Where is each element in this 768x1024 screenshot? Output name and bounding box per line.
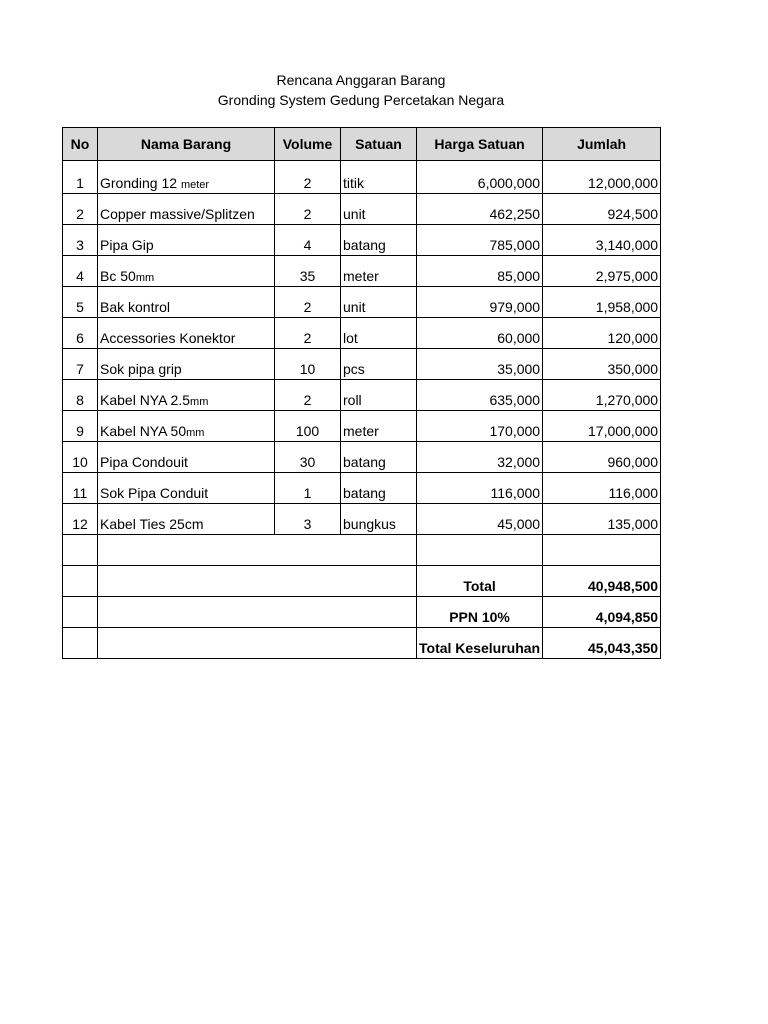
item-jumlah: 3,140,000: [543, 225, 661, 256]
item-name-unit: meter: [180, 179, 210, 191]
item-no: 3: [63, 225, 98, 256]
item-jumlah: 2,975,000: [543, 256, 661, 287]
item-harga-satuan: 979,000: [417, 287, 543, 318]
ppn-label: PPN 10%: [417, 597, 543, 628]
item-satuan: bungkus: [341, 504, 417, 535]
item-no: 10: [63, 442, 98, 473]
item-jumlah: 960,000: [543, 442, 661, 473]
item-harga-satuan: 635,000: [417, 380, 543, 411]
item-volume: 4: [275, 225, 341, 256]
item-satuan: pcs: [341, 349, 417, 380]
item-name: [98, 349, 275, 380]
item-volume: 100: [275, 411, 341, 442]
item-jumlah: 120,000: [543, 318, 661, 349]
item-no: 4: [63, 256, 98, 287]
item-name: [98, 473, 275, 504]
item-name-text: Sok Pipa Conduit: [100, 485, 209, 501]
item-no: 1: [63, 161, 98, 194]
item-name: [98, 411, 275, 442]
item-volume: 2: [275, 318, 341, 349]
header-nama-barang: Nama Barang: [98, 128, 275, 161]
item-volume: 3: [275, 504, 341, 535]
item-jumlah: 135,000: [543, 504, 661, 535]
header-satuan: Satuan: [341, 128, 417, 161]
item-harga-satuan: 35,000: [417, 349, 543, 380]
item-satuan: unit: [341, 194, 417, 225]
header-jumlah: Jumlah: [543, 128, 661, 161]
item-volume: 1: [275, 473, 341, 504]
table-row: [63, 256, 661, 287]
table-row: [63, 287, 661, 318]
total-row: [63, 566, 661, 597]
item-name-text: Pipa Gip: [100, 237, 154, 253]
item-volume: 10: [275, 349, 341, 380]
item-harga-satuan: 170,000: [417, 411, 543, 442]
table-row: [63, 318, 661, 349]
table-summary: [63, 535, 661, 659]
item-volume: 2: [275, 161, 341, 194]
item-name: [98, 194, 275, 225]
item-satuan: titik: [341, 161, 417, 194]
item-satuan: lot: [341, 318, 417, 349]
table-row: [63, 442, 661, 473]
item-name: [98, 161, 275, 194]
item-jumlah: 116,000: [543, 473, 661, 504]
item-name-text: Gronding 12: [100, 175, 178, 191]
item-volume: 2: [275, 194, 341, 225]
item-satuan: roll: [341, 380, 417, 411]
item-satuan: batang: [341, 225, 417, 256]
item-satuan: batang: [341, 442, 417, 473]
item-name: [98, 380, 275, 411]
item-name-text: Bak kontrol: [100, 299, 171, 315]
document-title-block: [0, 70, 722, 110]
item-name-text: Sok pipa grip: [100, 361, 182, 377]
table-row: [63, 411, 661, 442]
grand-total-value: 45,043,350: [543, 628, 661, 659]
item-name-unit: mm: [186, 427, 205, 439]
item-no: 2: [63, 194, 98, 225]
item-name-text: Accessories Konektor: [100, 330, 236, 346]
item-no: 9: [63, 411, 98, 442]
item-harga-satuan: 32,000: [417, 442, 543, 473]
table-row: [63, 380, 661, 411]
item-jumlah: 350,000: [543, 349, 661, 380]
item-harga-satuan: 785,000: [417, 225, 543, 256]
grand-total-label: Total Keseluruhan: [417, 628, 543, 659]
item-no: 5: [63, 287, 98, 318]
item-name-unit: mm: [135, 272, 155, 284]
item-volume: 2: [275, 287, 341, 318]
item-jumlah: 1,270,000: [543, 380, 661, 411]
item-harga-satuan: 85,000: [417, 256, 543, 287]
blank-row: [63, 535, 661, 566]
item-name: [98, 287, 275, 318]
table-row: [63, 194, 661, 225]
item-volume: 2: [275, 380, 341, 411]
table-header-row: [63, 128, 661, 161]
budget-table: [62, 127, 661, 659]
item-volume: 35: [275, 256, 341, 287]
item-name-text: Kabel NYA 50: [100, 423, 187, 439]
ppn-value: 4,094,850: [543, 597, 661, 628]
table-row: [63, 473, 661, 504]
table-row: [63, 225, 661, 256]
ppn-row: [63, 597, 661, 628]
item-name: [98, 442, 275, 473]
item-no: 6: [63, 318, 98, 349]
item-name: [98, 318, 275, 349]
item-harga-satuan: 6,000,000: [417, 161, 543, 194]
header-volume: Volume: [275, 128, 341, 161]
item-harga-satuan: 462,250: [417, 194, 543, 225]
item-satuan: batang: [341, 473, 417, 504]
item-satuan: meter: [341, 411, 417, 442]
total-label: Total: [417, 566, 543, 597]
item-harga-satuan: 60,000: [417, 318, 543, 349]
document-subtitle: Gronding System Gedung Percetakan Negara: [217, 92, 505, 108]
item-name: [98, 256, 275, 287]
item-satuan: unit: [341, 287, 417, 318]
table-body: [63, 161, 661, 535]
item-satuan: meter: [341, 256, 417, 287]
table-row: [63, 349, 661, 380]
item-name-text: Bc 50: [100, 268, 136, 284]
item-no: 7: [63, 349, 98, 380]
item-jumlah: 12,000,000: [543, 161, 661, 194]
item-jumlah: 17,000,000: [543, 411, 661, 442]
item-jumlah: 1,958,000: [543, 287, 661, 318]
table-row: [63, 504, 661, 535]
header-no: No: [63, 128, 98, 161]
document-title: Rencana Anggaran Barang: [276, 72, 446, 88]
header-harga-satuan: Harga Satuan: [417, 128, 543, 161]
item-name-text: Kabel Ties 25cm: [100, 516, 204, 532]
item-harga-satuan: 116,000: [417, 473, 543, 504]
item-name-text: Copper massive/Splitzen: [100, 206, 255, 222]
item-name-text: Kabel NYA 2.5: [100, 392, 191, 408]
item-name: [98, 504, 275, 535]
item-no: 8: [63, 380, 98, 411]
total-value: 40,948,500: [543, 566, 661, 597]
item-volume: 30: [275, 442, 341, 473]
item-jumlah: 924,500: [543, 194, 661, 225]
grand-total-row: [63, 628, 661, 659]
item-name: [98, 225, 275, 256]
item-name-unit: mm: [190, 396, 209, 408]
item-no: 11: [63, 473, 98, 504]
item-no: 12: [63, 504, 98, 535]
item-name-text: Pipa Condouit: [100, 454, 188, 470]
table-row: [63, 161, 661, 194]
item-harga-satuan: 45,000: [417, 504, 543, 535]
